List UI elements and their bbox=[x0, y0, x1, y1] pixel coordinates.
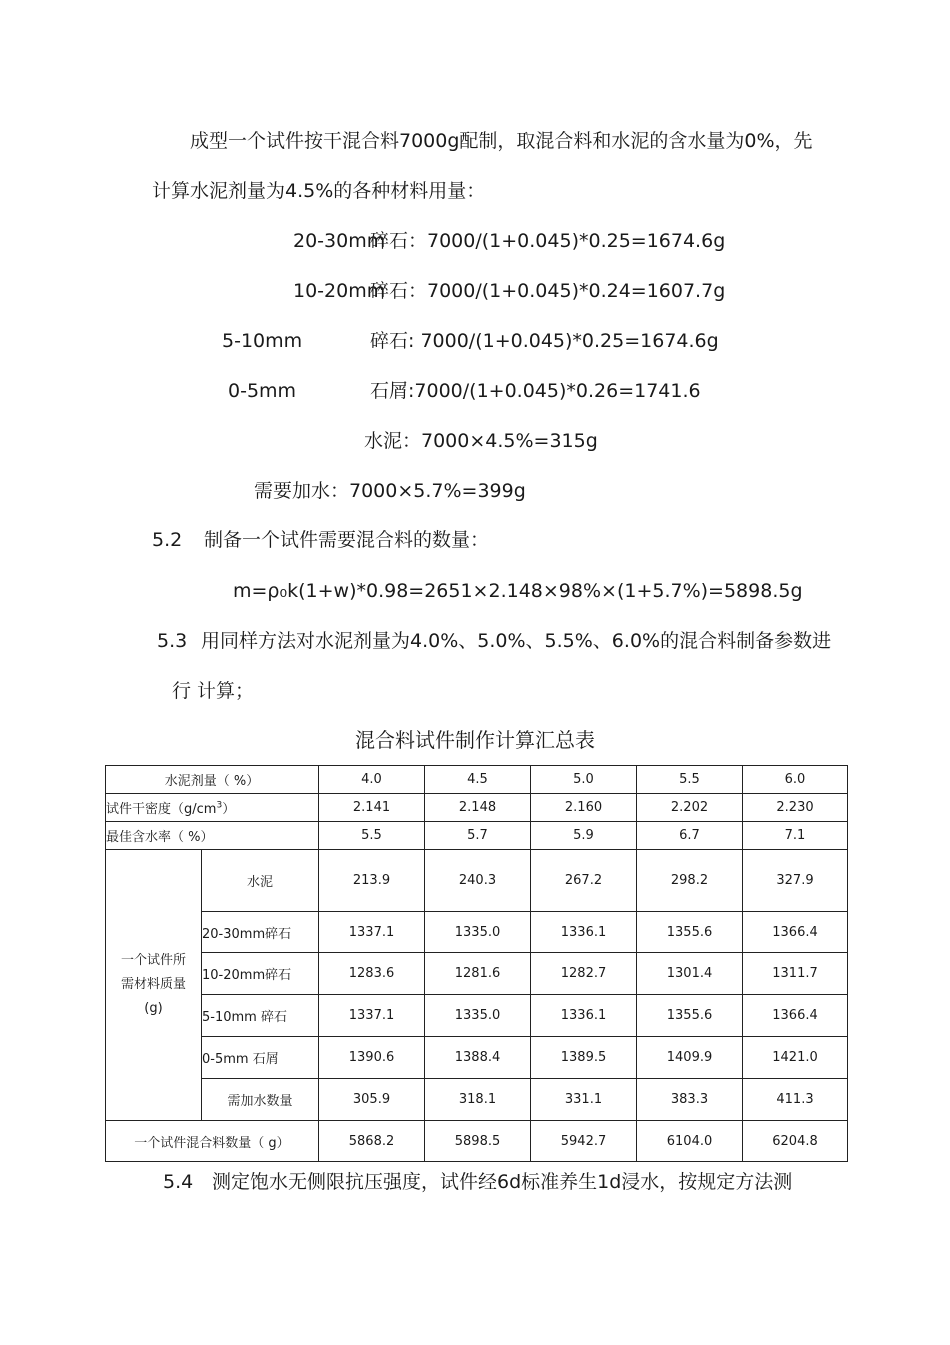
table-cell: 5.5 bbox=[319, 822, 425, 850]
row-label: 20-30mm碎石 bbox=[202, 912, 319, 953]
table-cell: 1336.1 bbox=[531, 912, 637, 953]
table-cell: 1283.6 bbox=[319, 953, 425, 995]
material-size-4: 0-5mm bbox=[228, 380, 297, 402]
density-label-end: ） bbox=[222, 802, 236, 817]
density-label-cell bbox=[106, 794, 319, 822]
section-5-2-text: 制备一个试件需要混合料的数量： bbox=[204, 529, 490, 551]
table-cell: 4.5 bbox=[425, 766, 531, 794]
group-label-line-2: 需材料质量 bbox=[120, 977, 186, 992]
table-row bbox=[106, 953, 848, 995]
formula-m: m=ρ₀k(1+w)*0.98=2651×2.148×98%×(1+5.7%)=5898.5g bbox=[233, 580, 803, 602]
material-size-2: 10-20mm bbox=[293, 280, 386, 302]
table-cell: 1311.7 bbox=[743, 953, 848, 995]
table-cell: 5898.5 bbox=[425, 1121, 531, 1162]
table-row-density bbox=[106, 794, 848, 822]
table-row bbox=[106, 1037, 848, 1079]
table-cell: 411.3 bbox=[743, 1079, 848, 1121]
table-row bbox=[106, 912, 848, 953]
table-row bbox=[106, 850, 848, 912]
table-cell: 6.7 bbox=[637, 822, 743, 850]
table-cell: 240.3 bbox=[425, 850, 531, 912]
table-cell: 5.9 bbox=[531, 822, 637, 850]
table-cell: 318.1 bbox=[425, 1079, 531, 1121]
table-cell: 327.9 bbox=[743, 850, 848, 912]
material-group-label bbox=[106, 850, 202, 1121]
table-cell: 2.202 bbox=[637, 794, 743, 822]
table-caption: 混合料试件制作计算汇总表 bbox=[355, 728, 595, 752]
section-5-4-number: 5.4 bbox=[163, 1171, 194, 1193]
table-cell: 5942.7 bbox=[531, 1121, 637, 1162]
table-cell: 1366.4 bbox=[743, 912, 848, 953]
table-cell: 6104.0 bbox=[637, 1121, 743, 1162]
table-cell: 1335.0 bbox=[425, 912, 531, 953]
group-label-line-1: 一个试件所 bbox=[120, 953, 186, 968]
table-cell: 1301.4 bbox=[637, 953, 743, 995]
table-cell: 298.2 bbox=[637, 850, 743, 912]
table-cell: 5.0 bbox=[531, 766, 637, 794]
table-cell: 1282.7 bbox=[531, 953, 637, 995]
section-5-2-number: 5.2 bbox=[152, 529, 183, 551]
row-label: 0-5mm 石屑 bbox=[202, 1037, 319, 1079]
table-cell: 2.160 bbox=[531, 794, 637, 822]
table-cell: 1389.5 bbox=[531, 1037, 637, 1079]
table-cell: 1337.1 bbox=[319, 912, 425, 953]
table-row-cement bbox=[106, 766, 848, 794]
summary-table bbox=[105, 765, 848, 1162]
material-formula-2: 碎石：7000/(1+0.045)*0.24=1607.7g bbox=[370, 280, 726, 302]
water-line: 需要加水：7000×5.7%=399g bbox=[254, 480, 526, 502]
table-cell: 305.9 bbox=[319, 1079, 425, 1121]
table-cell: 1366.4 bbox=[743, 995, 848, 1037]
table-cell: 5.7 bbox=[425, 822, 531, 850]
table-cell: 1336.1 bbox=[531, 995, 637, 1037]
table-cell: 331.1 bbox=[531, 1079, 637, 1121]
section-5-4-text: 测定饱水无侧限抗压强度，试件经6d标准养生1d浸水，按规定方法测 bbox=[212, 1171, 793, 1193]
total-label-cell: 一个试件混合料数量（ g） bbox=[106, 1121, 319, 1162]
table-cell: 2.141 bbox=[319, 794, 425, 822]
density-superscript: 3 bbox=[216, 800, 223, 811]
row-label: 5-10mm 碎石 bbox=[202, 995, 319, 1037]
table-cell: 6.0 bbox=[743, 766, 848, 794]
table-cell: 267.2 bbox=[531, 850, 637, 912]
row-label: 10-20mm碎石 bbox=[202, 953, 319, 995]
table-cell: 1335.0 bbox=[425, 995, 531, 1037]
table-cell: 383.3 bbox=[637, 1079, 743, 1121]
table-cell: 1390.6 bbox=[319, 1037, 425, 1079]
table-row bbox=[106, 1079, 848, 1121]
cement-line: 水泥：7000×4.5%=315g bbox=[364, 430, 598, 452]
paragraph-line-2: 计算水泥剂量为4.5%的各种材料用量： bbox=[152, 180, 486, 202]
table-cell: 2.230 bbox=[743, 794, 848, 822]
material-formula-4: 石屑:7000/(1+0.045)*0.26=1741.6 bbox=[370, 380, 701, 402]
table-cell: 213.9 bbox=[319, 850, 425, 912]
material-size-1: 20-30mm bbox=[293, 230, 386, 252]
group-label-line-3: (g) bbox=[144, 1001, 163, 1016]
row-label: 需加水数量 bbox=[202, 1079, 319, 1121]
table-cell: 6204.8 bbox=[743, 1121, 848, 1162]
table-cell: 2.148 bbox=[425, 794, 531, 822]
section-5-3-line-2: 行 计算； bbox=[172, 680, 255, 702]
paragraph-line-1: 成型一个试件按干混合料7000g配制，取混合料和水泥的含水量为0%，先 bbox=[190, 130, 813, 152]
cement-label-cell: 水泥剂量（ %） bbox=[106, 766, 319, 794]
table-cell: 1421.0 bbox=[743, 1037, 848, 1079]
material-size-3: 5-10mm bbox=[222, 330, 303, 352]
table-cell: 1388.4 bbox=[425, 1037, 531, 1079]
table-cell: 1337.1 bbox=[319, 995, 425, 1037]
table-row-moisture bbox=[106, 822, 848, 850]
section-5-3-text: 用同样方法对水泥剂量为4.0%、5.0%、5.5%、6.0%的混合料制备参数进 bbox=[201, 630, 832, 652]
row-label: 水泥 bbox=[202, 850, 319, 912]
material-formula-1: 碎石：7000/(1+0.045)*0.25=1674.6g bbox=[370, 230, 726, 252]
table-cell: 7.1 bbox=[743, 822, 848, 850]
section-5-3-number: 5.3 bbox=[157, 630, 188, 652]
table-cell: 4.0 bbox=[319, 766, 425, 794]
table-row bbox=[106, 995, 848, 1037]
table-cell: 1409.9 bbox=[637, 1037, 743, 1079]
material-formula-3: 碎石: 7000/(1+0.045)*0.25=1674.6g bbox=[370, 330, 719, 352]
table-cell: 1281.6 bbox=[425, 953, 531, 995]
table-cell: 1355.6 bbox=[637, 912, 743, 953]
table-cell: 5.5 bbox=[637, 766, 743, 794]
density-label: 试件干密度（g/cm bbox=[106, 802, 217, 817]
table-cell: 1355.6 bbox=[637, 995, 743, 1037]
table-cell: 5868.2 bbox=[319, 1121, 425, 1162]
moisture-label-cell: 最佳含水率（ %） bbox=[106, 822, 319, 850]
table-row-total bbox=[106, 1121, 848, 1162]
